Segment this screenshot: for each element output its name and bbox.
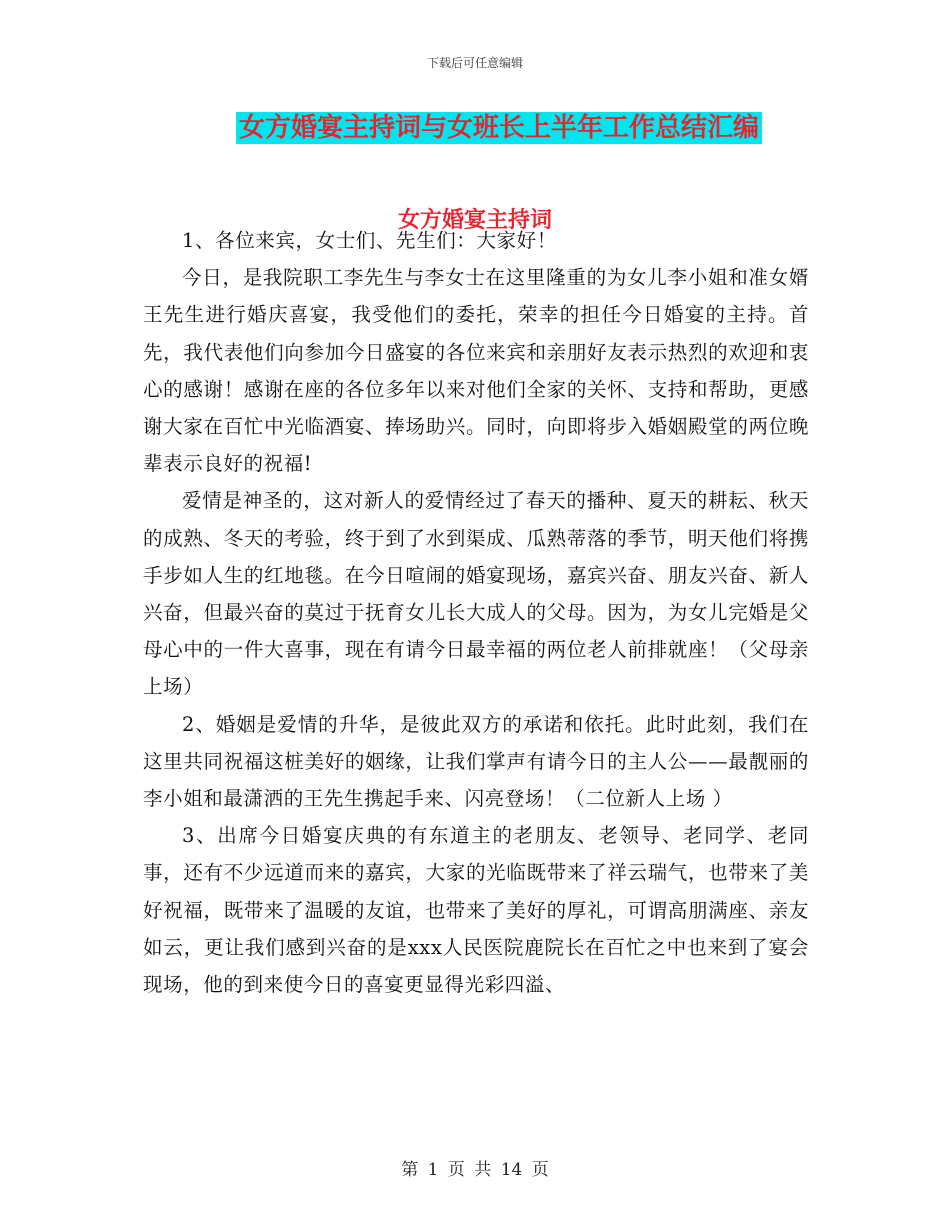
document-title: 女方婚宴主持词与女班长上半年工作总结汇编	[236, 112, 762, 144]
header-note: 下载后可任意编辑	[426, 56, 523, 70]
page-footer: 第 1 页 共 14 页	[401, 1160, 549, 1180]
document-body	[143, 222, 809, 1003]
section-title: 女方婚宴主持词	[397, 207, 552, 233]
paragraph: 1、各位来宾，女士们、先生们：大家好！	[182, 229, 557, 252]
paragraph: 爱情是神圣的，这对新人的爱情经过了春天的播种、夏天的耕耘、秋天的成熟、冬天的考验，终于到了水到渠成、瓜熟蒂落的季节，明天他们将携手步如人生的红地毯。在今日喧闹的婚宴现场，嘉宾兴奋、朋友兴奋、新人兴奋，但最兴奋的莫过于抚育女儿长大成人的父母。因为，为女儿完婚是父母心中的一件大喜事，现在有请今日最幸福的两位老人前排就座！（父母亲上场）	[143, 489, 809, 699]
paragraph: 今日，是我院职工李先生与李女士在这里隆重的为女儿李小姐和准女婿王先生进行婚庆喜宴，我受他们的委托，荣幸的担任今日婚宴的主持。首先，我代表他们向参加今日盛宴的各位来宾和亲朋好友表示热烈的欢迎和衷心的感谢！感谢在座的各位多年以来对他们全家的关怀、支持和帮助，更感谢大家在百忙中光临酒宴、捧场助兴。同时，向即将步入婚姻殿堂的两位晚辈表示良好的祝福!	[143, 266, 809, 476]
paragraph: 2、婚姻是爱情的升华，是彼此双方的承诺和依托。此时此刻，我们在这里共同祝福这桩美好的姻缘，让我们掌声有请今日的主人公——最靓丽的李小姐和最潇洒的王先生携起手来、闪亮登场！（二位新人上场 ）	[143, 712, 809, 811]
paragraph: 3、出席今日婚宴庆典的有东道主的老朋友、老领导、老同学、老同事，还有不少远道而来的嘉宾，大家的光临既带来了祥云瑞气，也带来了美好祝福，既带来了温暖的友谊，也带来了美好的厚礼，可谓高朋满座、亲友如云，更让我们感到兴奋的是xxx人民医院鹿院长在百忙之中也来到了宴会现场，他的到来使今日的喜宴更显得光彩四溢、	[143, 824, 809, 997]
